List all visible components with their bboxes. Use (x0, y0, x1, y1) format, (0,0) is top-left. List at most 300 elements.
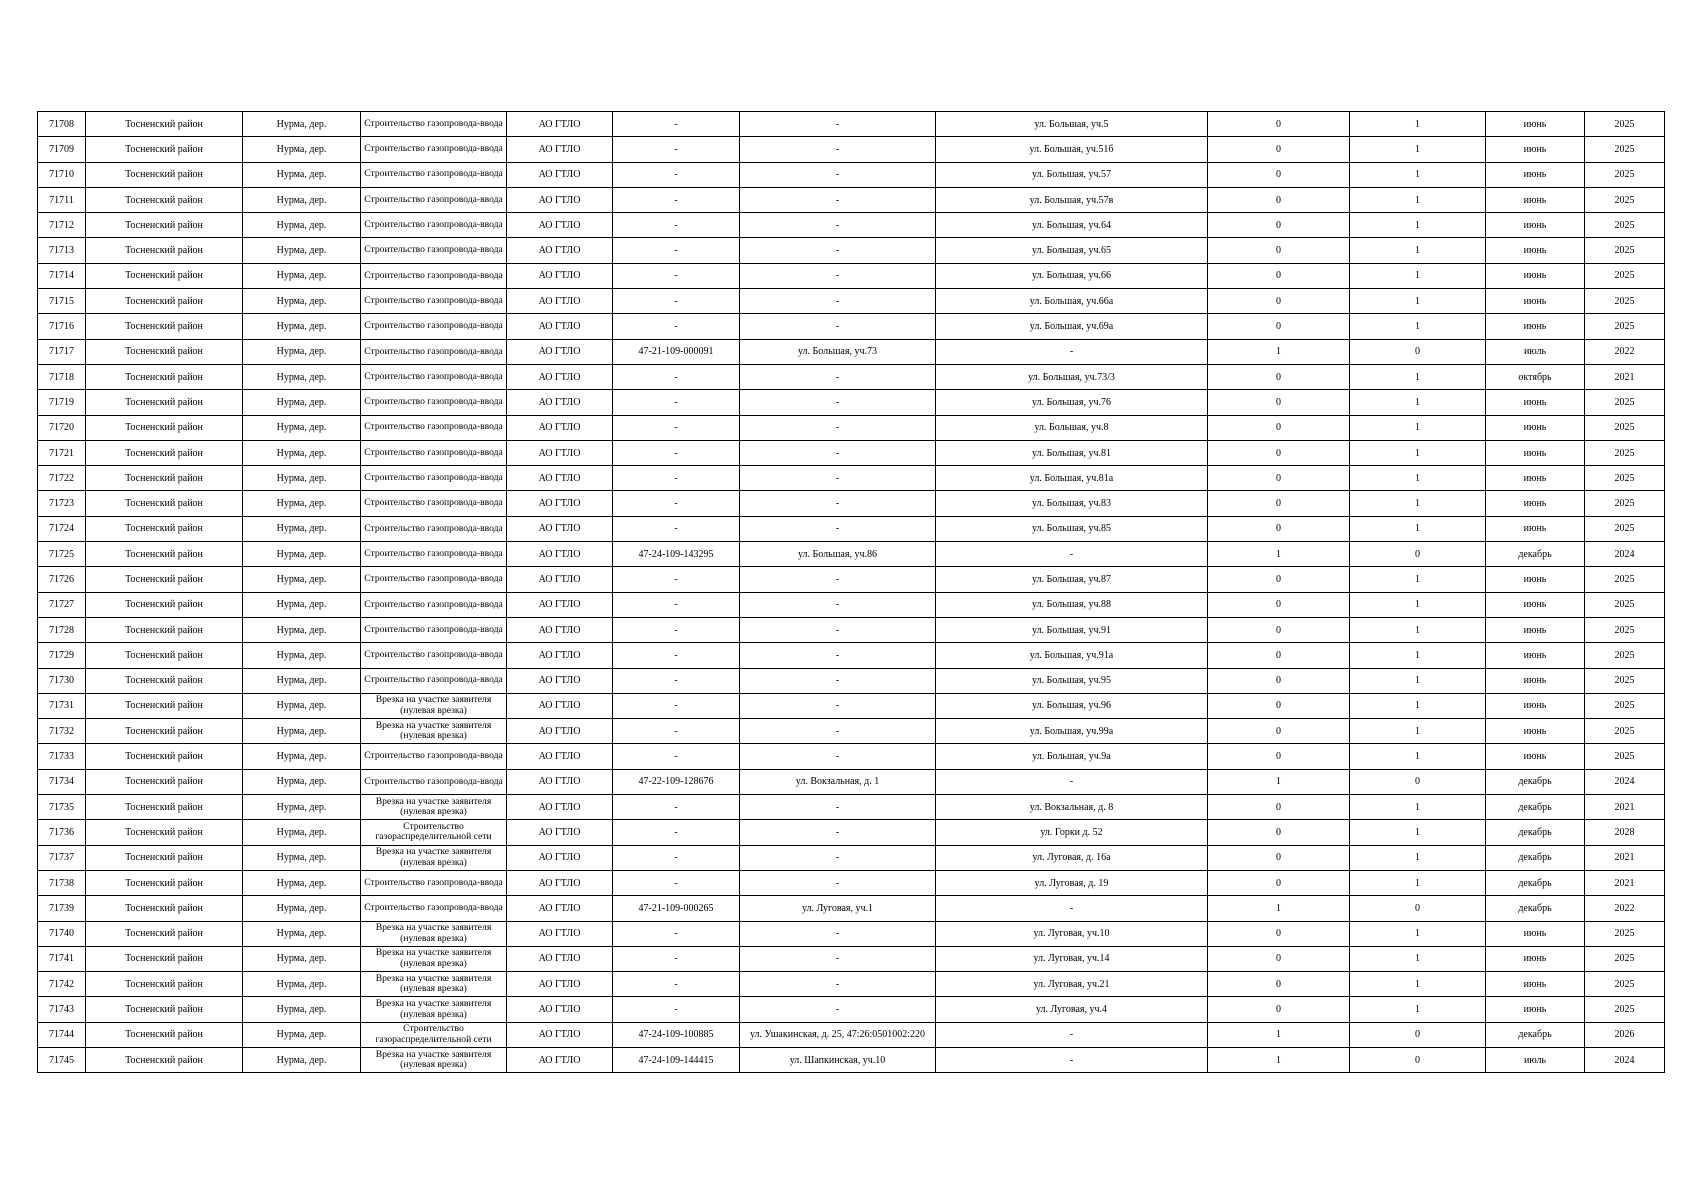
cell-count-b: 1 (1350, 415, 1486, 440)
cell-settlement: Нурма, дер. (243, 820, 361, 845)
cell-cadastral-number: - (613, 795, 740, 820)
cell-month: июнь (1486, 643, 1585, 668)
cell-planned-address: ул. Большая, уч.66 (936, 263, 1208, 288)
cell-district: Тосненский район (86, 314, 243, 339)
cell-work-type: Строительство газопровода-ввода (361, 440, 507, 465)
cell-planned-address: ул. Большая, уч.8 (936, 415, 1208, 440)
cell-id: 71737 (38, 845, 86, 870)
cell-count-b: 1 (1350, 238, 1486, 263)
cell-id: 71730 (38, 668, 86, 693)
cell-work-type: Врезка на участке заявителя (нулевая врезка) (361, 997, 507, 1022)
table-row (38, 263, 1665, 288)
cell-cadastral-number: - (613, 693, 740, 718)
cell-count-a: 0 (1208, 744, 1350, 769)
cell-count-a: 1 (1208, 1047, 1350, 1072)
cell-cadastral-number: - (613, 314, 740, 339)
cell-settlement: Нурма, дер. (243, 162, 361, 187)
cell-planned-address: ул. Большая, уч.69а (936, 314, 1208, 339)
cell-count-b: 1 (1350, 567, 1486, 592)
cell-cadastral-number: - (613, 491, 740, 516)
cell-cadastral-number: - (613, 643, 740, 668)
cell-planned-address: ул. Большая, уч.81 (936, 440, 1208, 465)
cell-planned-address: ул. Вокзальная, д. 8 (936, 795, 1208, 820)
cell-id: 71720 (38, 415, 86, 440)
cell-address: - (740, 997, 936, 1022)
cell-count-a: 0 (1208, 137, 1350, 162)
cell-address: ул. Большая, уч.73 (740, 339, 936, 364)
cell-settlement: Нурма, дер. (243, 137, 361, 162)
cell-settlement: Нурма, дер. (243, 617, 361, 642)
cell-organization: АО ГТЛО (507, 516, 613, 541)
table-row (38, 466, 1665, 491)
cell-settlement: Нурма, дер. (243, 364, 361, 389)
cell-settlement: Нурма, дер. (243, 213, 361, 238)
table-row (38, 137, 1665, 162)
cell-id: 71717 (38, 339, 86, 364)
cell-work-type: Строительство газопровода-ввода (361, 314, 507, 339)
cell-district: Тосненский район (86, 162, 243, 187)
cell-year: 2024 (1585, 769, 1665, 794)
cell-settlement: Нурма, дер. (243, 263, 361, 288)
cell-month: июнь (1486, 415, 1585, 440)
cell-count-b: 1 (1350, 314, 1486, 339)
cell-organization: АО ГТЛО (507, 820, 613, 845)
cell-id: 71715 (38, 289, 86, 314)
cell-count-a: 0 (1208, 921, 1350, 946)
cell-count-b: 0 (1350, 1047, 1486, 1072)
cell-planned-address: - (936, 769, 1208, 794)
cell-address: - (740, 137, 936, 162)
cell-district: Тосненский район (86, 744, 243, 769)
cell-cadastral-number: - (613, 719, 740, 744)
cell-address: - (740, 466, 936, 491)
cell-count-b: 1 (1350, 466, 1486, 491)
cell-count-a: 1 (1208, 1022, 1350, 1047)
cell-settlement: Нурма, дер. (243, 719, 361, 744)
cell-cadastral-number: - (613, 162, 740, 187)
table-row (38, 972, 1665, 997)
cell-address: - (740, 415, 936, 440)
cell-year: 2025 (1585, 112, 1665, 137)
cell-count-b: 1 (1350, 870, 1486, 895)
cell-address: - (740, 643, 936, 668)
cell-id: 71718 (38, 364, 86, 389)
cell-district: Тосненский район (86, 339, 243, 364)
cell-month: июнь (1486, 491, 1585, 516)
cell-settlement: Нурма, дер. (243, 491, 361, 516)
cell-count-a: 0 (1208, 112, 1350, 137)
cell-work-type: Врезка на участке заявителя (нулевая врезка) (361, 1047, 507, 1072)
cell-address: - (740, 719, 936, 744)
cell-count-b: 1 (1350, 289, 1486, 314)
cell-settlement: Нурма, дер. (243, 289, 361, 314)
cell-address: - (740, 795, 936, 820)
cell-work-type: Строительство газопровода-ввода (361, 466, 507, 491)
cell-organization: АО ГТЛО (507, 972, 613, 997)
cell-count-b: 1 (1350, 491, 1486, 516)
cell-month: июль (1486, 339, 1585, 364)
cell-address: ул. Луговая, уч.1 (740, 896, 936, 921)
cell-year: 2021 (1585, 870, 1665, 895)
cell-planned-address: ул. Большая, уч.83 (936, 491, 1208, 516)
cell-cadastral-number: - (613, 112, 740, 137)
cell-district: Тосненский район (86, 946, 243, 971)
cell-year: 2025 (1585, 592, 1665, 617)
cell-count-a: 0 (1208, 592, 1350, 617)
cell-year: 2025 (1585, 162, 1665, 187)
cell-planned-address: ул. Большая, уч.81а (936, 466, 1208, 491)
cell-cadastral-number: 47-21-109-000091 (613, 339, 740, 364)
cell-district: Тосненский район (86, 440, 243, 465)
table-row (38, 289, 1665, 314)
cell-organization: АО ГТЛО (507, 1047, 613, 1072)
cell-cadastral-number: - (613, 263, 740, 288)
cell-district: Тосненский район (86, 693, 243, 718)
cell-organization: АО ГТЛО (507, 289, 613, 314)
cell-planned-address: ул. Луговая, д. 16а (936, 845, 1208, 870)
cell-count-a: 0 (1208, 314, 1350, 339)
cell-cadastral-number: - (613, 466, 740, 491)
cell-settlement: Нурма, дер. (243, 187, 361, 212)
cell-count-b: 0 (1350, 769, 1486, 794)
cell-district: Тосненский район (86, 820, 243, 845)
cell-district: Тосненский район (86, 112, 243, 137)
cell-address: - (740, 187, 936, 212)
cell-cadastral-number: - (613, 289, 740, 314)
cell-month: декабрь (1486, 870, 1585, 895)
cell-address: ул. Ушакинская, д. 25, 47:26:0501002:220 (740, 1022, 936, 1047)
cell-month: июнь (1486, 693, 1585, 718)
cell-year: 2025 (1585, 719, 1665, 744)
table-row (38, 617, 1665, 642)
cell-id: 71738 (38, 870, 86, 895)
cell-count-a: 0 (1208, 567, 1350, 592)
cell-district: Тосненский район (86, 719, 243, 744)
table-row (38, 769, 1665, 794)
cell-district: Тосненский район (86, 187, 243, 212)
cell-settlement: Нурма, дер. (243, 112, 361, 137)
table-row (38, 870, 1665, 895)
cell-count-b: 1 (1350, 668, 1486, 693)
cell-month: июнь (1486, 213, 1585, 238)
cell-id: 71708 (38, 112, 86, 137)
cell-id: 71728 (38, 617, 86, 642)
cell-planned-address: ул. Луговая, уч.21 (936, 972, 1208, 997)
cell-address: - (740, 112, 936, 137)
cell-year: 2021 (1585, 795, 1665, 820)
table-row (38, 896, 1665, 921)
cell-count-b: 1 (1350, 719, 1486, 744)
cell-organization: АО ГТЛО (507, 845, 613, 870)
cell-cadastral-number: - (613, 440, 740, 465)
cell-id: 71731 (38, 693, 86, 718)
table-row (38, 668, 1665, 693)
cell-year: 2026 (1585, 1022, 1665, 1047)
cell-planned-address: ул. Большая, уч.66а (936, 289, 1208, 314)
cell-count-b: 1 (1350, 592, 1486, 617)
table-row (38, 162, 1665, 187)
cell-cadastral-number: - (613, 213, 740, 238)
cell-settlement: Нурма, дер. (243, 592, 361, 617)
cell-year: 2025 (1585, 314, 1665, 339)
cell-work-type: Строительство газопровода-ввода (361, 162, 507, 187)
cell-id: 71727 (38, 592, 86, 617)
cell-count-b: 1 (1350, 617, 1486, 642)
cell-work-type: Строительство газопровода-ввода (361, 567, 507, 592)
cell-month: июнь (1486, 466, 1585, 491)
cell-work-type: Строительство газопровода-ввода (361, 213, 507, 238)
cell-work-type: Строительство газопровода-ввода (361, 390, 507, 415)
cell-month: декабрь (1486, 1022, 1585, 1047)
cell-cadastral-number: - (613, 617, 740, 642)
cell-organization: АО ГТЛО (507, 795, 613, 820)
cell-count-a: 0 (1208, 693, 1350, 718)
cell-cadastral-number: 47-24-109-143295 (613, 542, 740, 567)
cell-work-type: Строительство газопровода-ввода (361, 617, 507, 642)
cell-count-b: 1 (1350, 972, 1486, 997)
cell-planned-address: ул. Большая, уч.57в (936, 187, 1208, 212)
cell-organization: АО ГТЛО (507, 668, 613, 693)
cell-organization: АО ГТЛО (507, 440, 613, 465)
cell-cadastral-number: - (613, 820, 740, 845)
cell-planned-address: ул. Луговая, уч.10 (936, 921, 1208, 946)
cell-count-b: 1 (1350, 364, 1486, 389)
cell-year: 2028 (1585, 820, 1665, 845)
cell-count-a: 0 (1208, 997, 1350, 1022)
cell-cadastral-number: - (613, 870, 740, 895)
cell-month: декабрь (1486, 769, 1585, 794)
table-row (38, 845, 1665, 870)
table-row (38, 339, 1665, 364)
cell-id: 71724 (38, 516, 86, 541)
cell-id: 71742 (38, 972, 86, 997)
table-row (38, 592, 1665, 617)
cell-count-b: 1 (1350, 440, 1486, 465)
cell-address: - (740, 390, 936, 415)
cell-cadastral-number: - (613, 238, 740, 263)
cell-organization: АО ГТЛО (507, 997, 613, 1022)
cell-organization: АО ГТЛО (507, 339, 613, 364)
cell-work-type: Врезка на участке заявителя (нулевая врезка) (361, 795, 507, 820)
cell-district: Тосненский район (86, 668, 243, 693)
cell-settlement: Нурма, дер. (243, 440, 361, 465)
cell-year: 2022 (1585, 339, 1665, 364)
cell-address: - (740, 845, 936, 870)
cell-planned-address: ул. Луговая, уч.14 (936, 946, 1208, 971)
cell-planned-address: ул. Луговая, уч.4 (936, 997, 1208, 1022)
cell-cadastral-number: - (613, 972, 740, 997)
cell-count-b: 1 (1350, 137, 1486, 162)
cell-year: 2025 (1585, 213, 1665, 238)
cell-organization: АО ГТЛО (507, 415, 613, 440)
cell-cadastral-number: - (613, 137, 740, 162)
cell-cadastral-number: 47-22-109-128676 (613, 769, 740, 794)
cell-id: 71745 (38, 1047, 86, 1072)
cell-count-a: 0 (1208, 289, 1350, 314)
cell-id: 71723 (38, 491, 86, 516)
cell-cadastral-number: 47-24-109-144415 (613, 1047, 740, 1072)
cell-month: июнь (1486, 668, 1585, 693)
cell-address: - (740, 516, 936, 541)
cell-year: 2022 (1585, 896, 1665, 921)
cell-cadastral-number: - (613, 997, 740, 1022)
cell-address: - (740, 213, 936, 238)
cell-settlement: Нурма, дер. (243, 921, 361, 946)
cell-cadastral-number: - (613, 364, 740, 389)
cell-settlement: Нурма, дер. (243, 769, 361, 794)
cell-id: 71732 (38, 719, 86, 744)
cell-organization: АО ГТЛО (507, 137, 613, 162)
cell-settlement: Нурма, дер. (243, 668, 361, 693)
cell-count-a: 0 (1208, 263, 1350, 288)
cell-year: 2025 (1585, 643, 1665, 668)
cell-address: ул. Большая, уч.86 (740, 542, 936, 567)
cell-work-type: Врезка на участке заявителя (нулевая врезка) (361, 921, 507, 946)
cell-address: - (740, 946, 936, 971)
cell-count-b: 1 (1350, 213, 1486, 238)
cell-year: 2025 (1585, 263, 1665, 288)
cell-district: Тосненский район (86, 870, 243, 895)
cell-settlement: Нурма, дер. (243, 390, 361, 415)
cell-year: 2025 (1585, 390, 1665, 415)
cell-year: 2025 (1585, 491, 1665, 516)
cell-count-a: 0 (1208, 162, 1350, 187)
cell-district: Тосненский район (86, 364, 243, 389)
cell-district: Тосненский район (86, 617, 243, 642)
cell-count-b: 1 (1350, 112, 1486, 137)
cell-district: Тосненский район (86, 289, 243, 314)
cell-id: 71734 (38, 769, 86, 794)
cell-settlement: Нурма, дер. (243, 845, 361, 870)
cell-year: 2025 (1585, 238, 1665, 263)
cell-address: - (740, 440, 936, 465)
cell-month: июнь (1486, 112, 1585, 137)
cell-address: - (740, 491, 936, 516)
cell-organization: АО ГТЛО (507, 187, 613, 212)
cell-work-type: Строительство газопровода-ввода (361, 339, 507, 364)
cell-year: 2025 (1585, 946, 1665, 971)
cell-organization: АО ГТЛО (507, 617, 613, 642)
cell-planned-address: ул. Большая, уч.85 (936, 516, 1208, 541)
cell-district: Тосненский район (86, 972, 243, 997)
cell-year: 2024 (1585, 1047, 1665, 1072)
cell-organization: АО ГТЛО (507, 693, 613, 718)
cell-planned-address: ул. Большая, уч.87 (936, 567, 1208, 592)
cell-work-type: Врезка на участке заявителя (нулевая врезка) (361, 845, 507, 870)
cell-year: 2025 (1585, 921, 1665, 946)
cell-count-b: 1 (1350, 187, 1486, 212)
cell-planned-address: ул. Большая, уч.64 (936, 213, 1208, 238)
cell-planned-address: ул. Большая, уч.65 (936, 238, 1208, 263)
cell-year: 2021 (1585, 845, 1665, 870)
cell-count-b: 0 (1350, 542, 1486, 567)
cell-address: - (740, 238, 936, 263)
cell-id: 71722 (38, 466, 86, 491)
cell-month: июнь (1486, 516, 1585, 541)
cell-month: июнь (1486, 719, 1585, 744)
table-row (38, 238, 1665, 263)
cell-id: 71739 (38, 896, 86, 921)
cell-count-a: 0 (1208, 466, 1350, 491)
cell-work-type: Врезка на участке заявителя (нулевая врезка) (361, 946, 507, 971)
cell-count-a: 0 (1208, 415, 1350, 440)
cell-address: - (740, 162, 936, 187)
cell-id: 71714 (38, 263, 86, 288)
cell-planned-address: ул. Большая, уч.57 (936, 162, 1208, 187)
cell-work-type: Строительство газопровода-ввода (361, 592, 507, 617)
cell-work-type: Строительство газопровода-ввода (361, 238, 507, 263)
cell-cadastral-number: - (613, 744, 740, 769)
cell-work-type: Строительство газораспределительной сети (361, 820, 507, 845)
table-row (38, 112, 1665, 137)
table-row (38, 440, 1665, 465)
cell-settlement: Нурма, дер. (243, 415, 361, 440)
table-row (38, 744, 1665, 769)
cell-planned-address: - (936, 896, 1208, 921)
table-row (38, 946, 1665, 971)
cell-id: 71710 (38, 162, 86, 187)
cell-month: октябрь (1486, 364, 1585, 389)
cell-planned-address: ул. Большая, уч.91 (936, 617, 1208, 642)
cell-district: Тосненский район (86, 263, 243, 288)
cell-month: июнь (1486, 314, 1585, 339)
cell-count-a: 0 (1208, 617, 1350, 642)
cell-cadastral-number: - (613, 845, 740, 870)
cell-district: Тосненский район (86, 466, 243, 491)
cell-district: Тосненский район (86, 643, 243, 668)
cell-organization: АО ГТЛО (507, 112, 613, 137)
cell-organization: АО ГТЛО (507, 213, 613, 238)
table-row (38, 364, 1665, 389)
table-row (38, 187, 1665, 212)
cell-count-a: 1 (1208, 339, 1350, 364)
cell-month: июнь (1486, 921, 1585, 946)
cell-count-a: 0 (1208, 390, 1350, 415)
cell-month: июнь (1486, 592, 1585, 617)
cell-month: июнь (1486, 187, 1585, 212)
cell-district: Тосненский район (86, 390, 243, 415)
cell-work-type: Врезка на участке заявителя (нулевая врезка) (361, 693, 507, 718)
cell-organization: АО ГТЛО (507, 162, 613, 187)
cell-count-a: 0 (1208, 516, 1350, 541)
cell-month: декабрь (1486, 845, 1585, 870)
cell-month: июнь (1486, 263, 1585, 288)
cell-planned-address: ул. Большая, уч.96 (936, 693, 1208, 718)
table-row (38, 390, 1665, 415)
cell-organization: АО ГТЛО (507, 364, 613, 389)
cell-year: 2021 (1585, 364, 1665, 389)
cell-count-a: 0 (1208, 870, 1350, 895)
cell-address: - (740, 870, 936, 895)
cell-settlement: Нурма, дер. (243, 339, 361, 364)
cell-id: 71725 (38, 542, 86, 567)
cell-count-a: 0 (1208, 795, 1350, 820)
table-row (38, 1047, 1665, 1072)
cell-district: Тосненский район (86, 491, 243, 516)
cell-year: 2025 (1585, 137, 1665, 162)
cell-month: июнь (1486, 440, 1585, 465)
cell-organization: АО ГТЛО (507, 314, 613, 339)
cell-settlement: Нурма, дер. (243, 1022, 361, 1047)
cell-address: - (740, 668, 936, 693)
cell-count-a: 0 (1208, 213, 1350, 238)
cell-organization: АО ГТЛО (507, 896, 613, 921)
cell-id: 71713 (38, 238, 86, 263)
cell-work-type: Строительство газораспределительной сети (361, 1022, 507, 1047)
cell-work-type: Строительство газопровода-ввода (361, 769, 507, 794)
cell-month: декабрь (1486, 896, 1585, 921)
cell-id: 71729 (38, 643, 86, 668)
